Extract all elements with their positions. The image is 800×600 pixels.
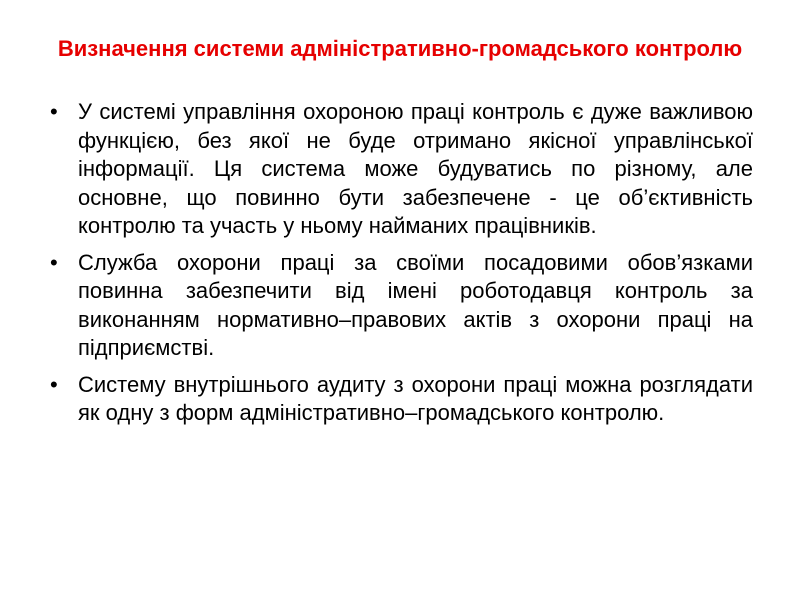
bullet-list [50, 98, 753, 436]
slide-title: Визначення системи адміністративно-громадського контролю [57, 36, 743, 61]
bullet-item [50, 249, 753, 363]
bullet-marker: • [50, 249, 58, 275]
bullet-item [50, 98, 753, 241]
bullet-item [50, 371, 753, 428]
bullet-marker: • [50, 99, 58, 124]
bullet-text: Систему внутрішнього аудиту з охорони праці можна розглядати як одну з форм адміністративно–громадського контролю. [78, 371, 753, 425]
bullet-marker: • [50, 371, 58, 397]
bullet-text: Служба охорони праці за своїми посадовими обов’язками повинна забезпечити від імені роботодавця контроль за виконанням нормативно–правових актів з охорони праці на підприємстві. [78, 249, 753, 360]
bullet-text: У системі управління охороною праці контроль є дуже важливою функцією, без якої не буде отримано якісної управлінської інформації. Ця система може будуватись по різному, але основне, що повинно бути забезпечене - це об’єктивність контролю та участь у ньому найманих працівників. [78, 99, 753, 238]
